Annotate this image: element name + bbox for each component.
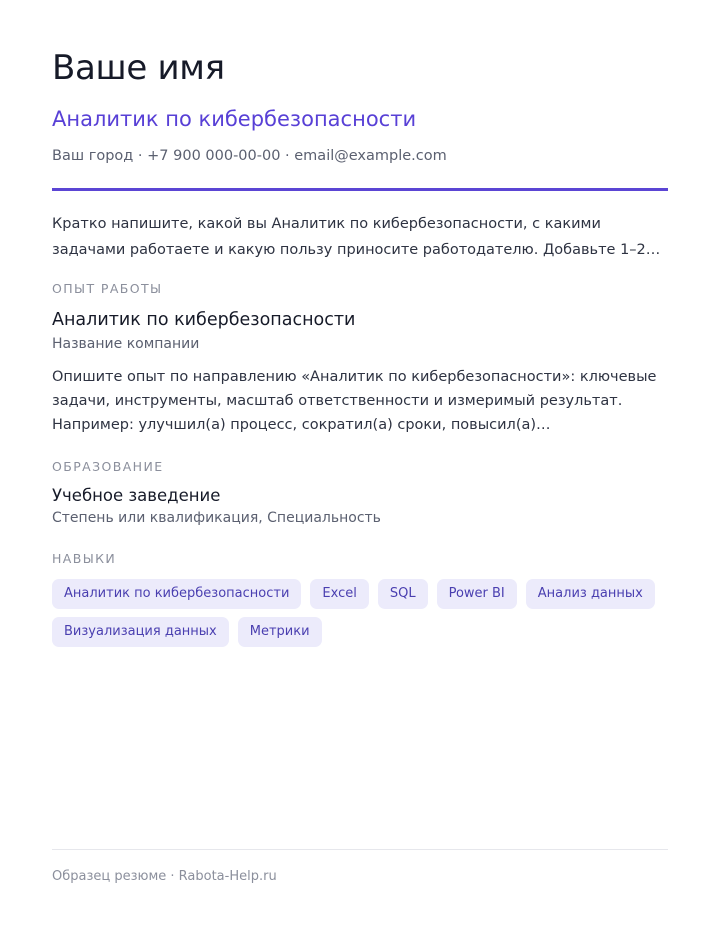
- skill-chip: Метрики: [238, 617, 322, 647]
- header-divider: [52, 188, 668, 191]
- contact-line: Ваш город · +7 900 000-00-00 · email@example.com: [52, 148, 447, 164]
- skills-list: [52, 579, 668, 647]
- education-degree: Степень или квалификация, Специальность: [52, 510, 381, 526]
- footer-divider: [52, 849, 668, 850]
- skill-chip: Аналитик по кибербезопасности: [52, 579, 301, 609]
- candidate-name: Ваше имя: [52, 48, 225, 88]
- job-description: Опишите опыт по направлению «Аналитик по кибербезопасности»: ключевые задачи, инструменты, масштаб ответственности и измеримый результат. Например: улучшил(а) процесс, сократил(а) сроки, повысил(а)…: [52, 369, 657, 433]
- candidate-role: Аналитик по кибербезопасности: [52, 107, 417, 131]
- footer-text: Образец резюме · Rabota-Help.ru: [52, 869, 277, 884]
- experience-section-title: ОПЫТ РАБОТЫ: [52, 281, 163, 296]
- skill-chip: Анализ данных: [526, 579, 655, 609]
- skill-chip: SQL: [378, 579, 428, 609]
- education-section-title: ОБРАЗОВАНИЕ: [52, 459, 164, 474]
- skills-section-title: НАВЫКИ: [52, 551, 117, 566]
- skill-chip: Визуализация данных: [52, 617, 229, 647]
- skill-chip: Power BI: [437, 579, 517, 609]
- company-name: Название компании: [52, 336, 200, 352]
- skill-chip: Excel: [310, 579, 368, 609]
- job-title: Аналитик по кибербезопасности: [52, 310, 356, 330]
- summary-text: Кратко напишите, какой вы Аналитик по кибербезопасности, с какими задачами работаете и какую пользу приносите работодателю. Добавьте 1–2…: [52, 216, 661, 258]
- education-institution: Учебное заведение: [52, 486, 221, 505]
